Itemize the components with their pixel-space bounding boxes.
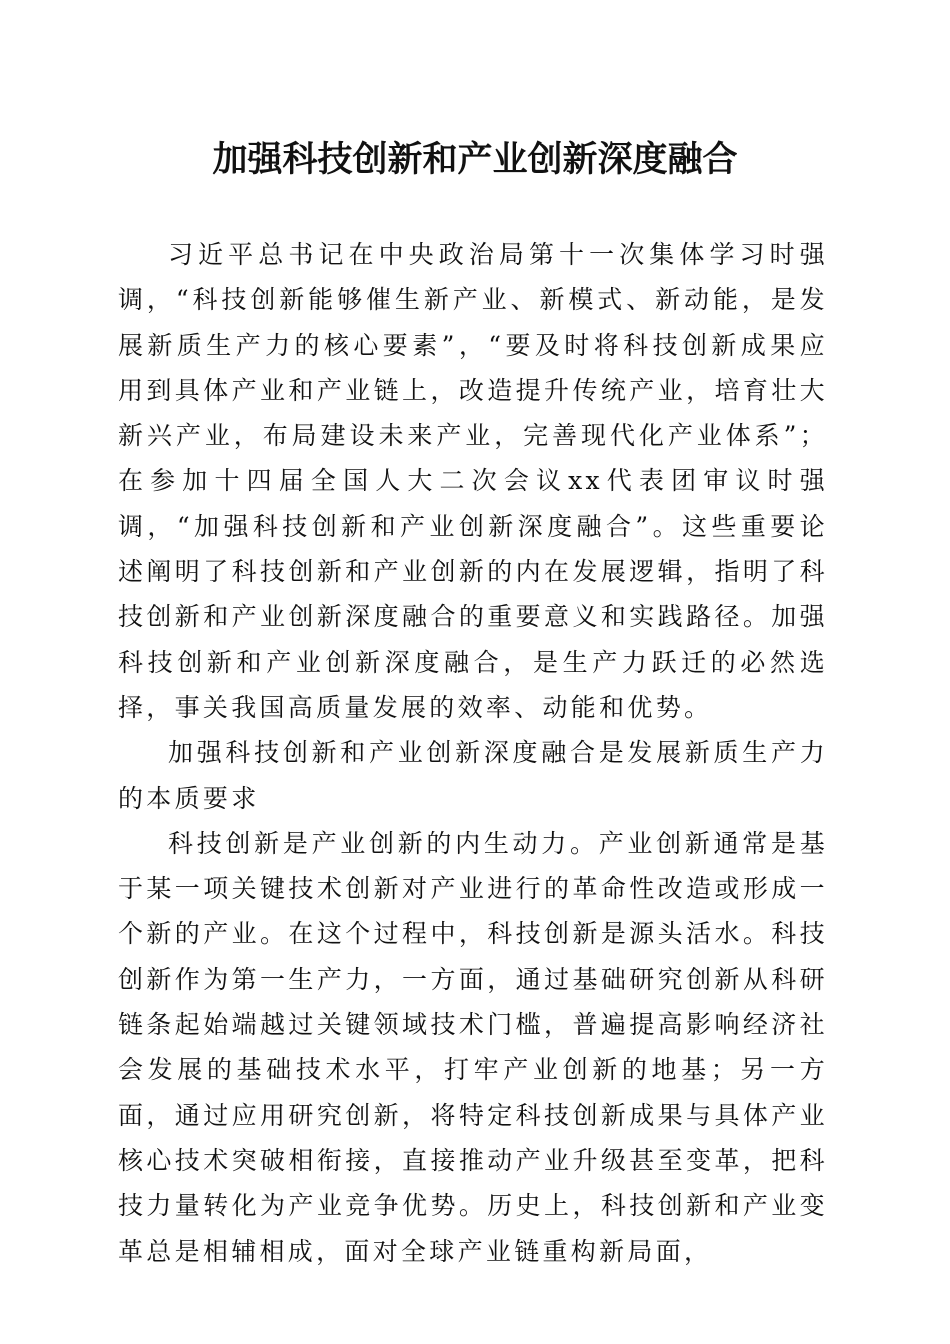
document-title: 加强科技创新和产业创新深度融合 (212, 139, 738, 180)
section-heading: 加强科技创新和产业创新深度融合是发展新质生产力的本质要求 (118, 738, 828, 813)
paragraph-science-innovation: 科技创新是产业创新的内生动力。产业创新通常是基于某一项关键技术创新对产业进行的革命性改造或形成一个新的产业。在这个过程中，科技创新是源头活水。科技创新作为第一生产力，一方面，通过基础研究创新从科研链条起始端越过关键领域技术门槛，普遍提高影响经济社会发展的基础技术水平，打牢产业创新的地基；另一方面，通过应用研究创新，将特定科技创新成果与具体产业核心技术突破相衔接，直接推动产业升级甚至变革，把科技力量转化为产业竞争优势。历史上，科技创新和产业变革总是相辅相成，面对全球产业链重构新局面， (118, 828, 828, 1266)
document-body (118, 232, 828, 1274)
paragraph-intro: 习近平总书记在中央政治局第十一次集体学习时强调，“科技创新能够催生新产业、新模式、新动能，是发展新质生产力的核心要素”，“要及时将科技创新成果应用到具体产业和产业链上，改造提升传统产业，培育壮大新兴产业，布局建设未来产业，完善现代化产业体系”；在参加十四届全国人大二次会议xx代表团审议时强调，“加强科技创新和产业创新深度融合”。这些重要论述阐明了科技创新和产业创新的内在发展逻辑，指明了科技创新和产业创新深度融合的重要意义和实践路径。加强科技创新和产业创新深度融合，是生产力跃迁的必然选择，事关我国高质量发展的效率、动能和优势。 (118, 240, 828, 722)
